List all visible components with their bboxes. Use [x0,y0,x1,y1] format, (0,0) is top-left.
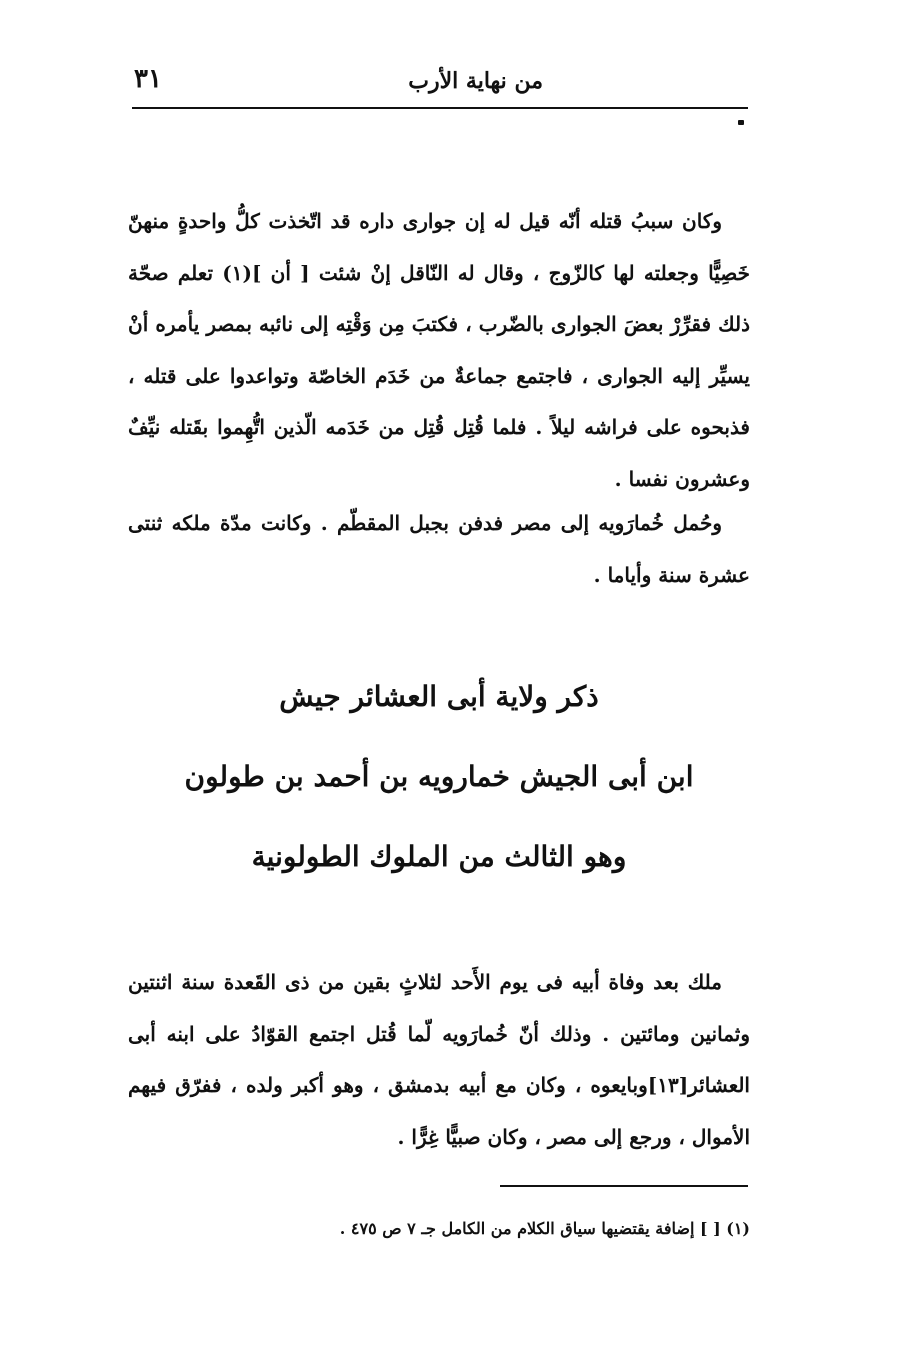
paragraph-text: وكان سببُ قتله أنّه قيل له إن جوارى داره قد اتّخذت كلُّ واحدةٍ منهنّ خَصِيًّا وجعلته لها كالزّوج ، وقال له النّاقل إنْ شئت [ أن ](١) تعلم صحّة ذلك فقرِّرْ بعضَ الجوارى بالضّرب ، فكتبَ مِن وَقْتِه إلى نائبه بمصر يأمره أنْ يسيِّر إليه الجوارى ، فاجتمع جماعةٌ من خَدَم الخاصّة وتواعدوا على قتله ، فذبحوه على فراشه ليلاً . فلما قُتِل قُتِل من خَدَمه الّذين اتُّهِموا بقَتله نيِّفٌ وعشرون نفسا . [128,209,750,491]
paragraph-text: وحُمل خُمارَويه إلى مصر فدفن بجبل المقطّم . وكانت مدّة ملكه ثنتى عشرة سنة وأياما . [128,511,750,587]
page-number: ٣١ [134,64,162,94]
paragraph-text: ملك بعد وفاة أبيه فى يوم الأَحد لثلاثٍ بقين من ذى القَعدة سنة اثنتين وثمانين ومائتين . وذلك أنّ خُمارَويه لّما قُتل اجتمع القوّادُ على ابنه أبى العشائر[١٣]وبايعوه ، وكان مع أبيه بدمشق ، وهو أكبر ولده ، ففرّق فيهم الأموال ، ورجع إلى مصر ، وكان صبيًّا غِرًّا . [128,970,750,1149]
section-heading-line-2: ابن أبى الجيش خمارويه بن أحمد بن طولون [184,760,694,793]
paragraph-accession [128,957,750,1163]
header-mark [738,120,744,125]
footnote-rule [500,1185,748,1187]
section-heading-line-1: ذكر ولاية أبى العشائر جيش [279,680,599,713]
header-rule [132,107,748,109]
paragraph-assassination [128,196,750,505]
running-title: من نهاية الأرب [408,68,543,94]
section-heading-line-3: وهو الثالث من الملوك الطولونية [251,840,627,873]
paragraph-burial [128,498,750,601]
running-header [132,60,748,108]
footnote: (١) [ ] إضافة يقتضيها سياق الكلام من الكامل جـ ٧ ص ٤٧٥ . [339,1219,750,1238]
